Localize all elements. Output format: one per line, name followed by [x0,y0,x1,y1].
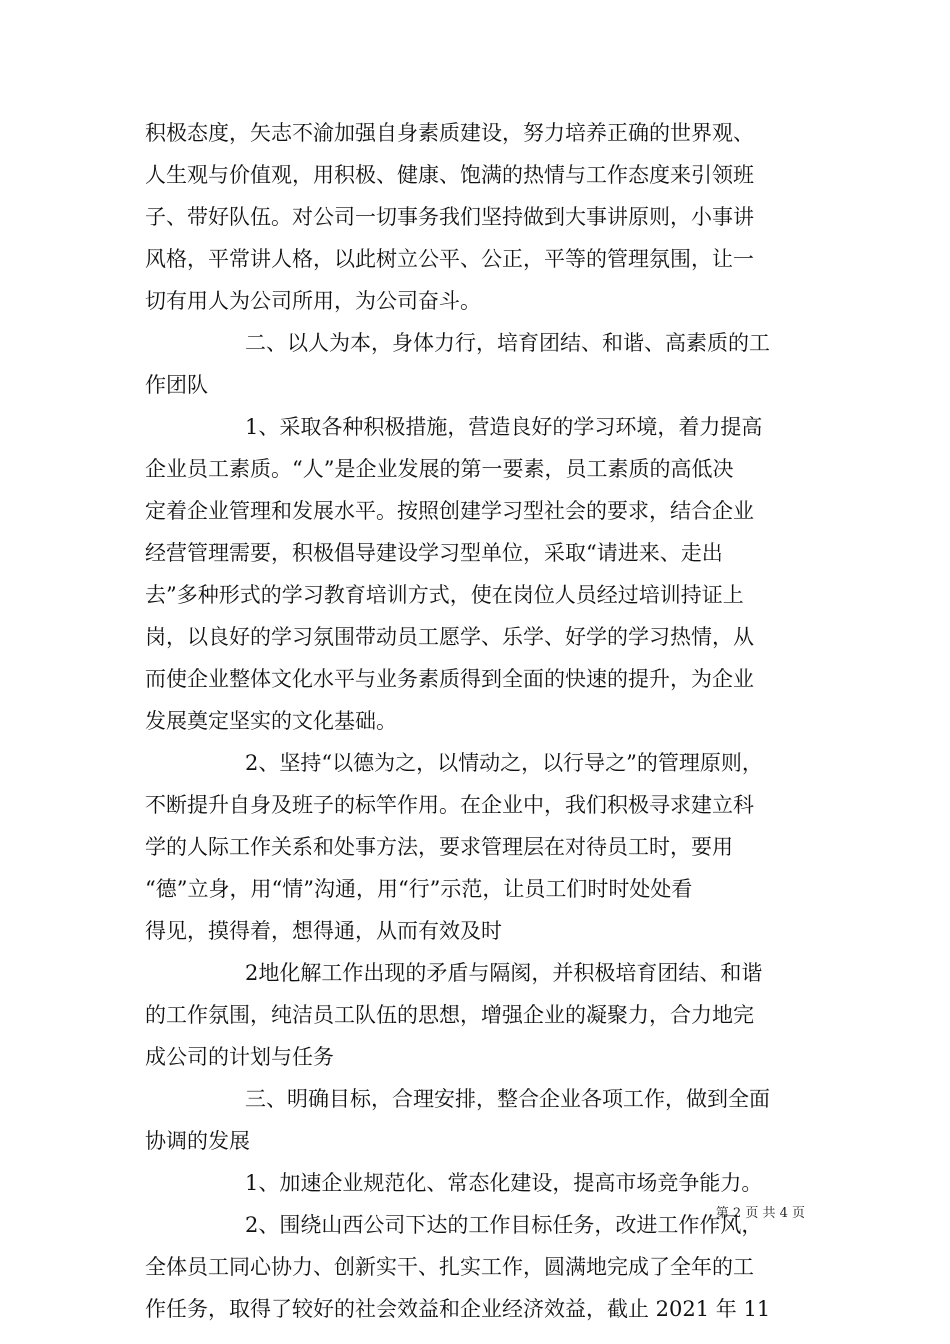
text-line: 得见，摸得着，想得通，从而有效及时 [145,919,502,943]
text-line: 积极态度，矢志不渝加强自身素质建设，努力培养正确的世界观、 [145,121,754,145]
text-line: 不断提升自身及班子的标竿作用。在企业中，我们积极寻求建立科 [145,793,754,817]
document-body [145,112,805,1330]
section-heading-3-continued: 协调的发展 [145,1129,250,1153]
section-heading-2-continued: 作团队 [145,373,208,397]
text-line: 的工作氛围，纯洁员工队伍的思想，增强企业的凝聚力，合力地完 [145,1003,754,1027]
text-line: 子、带好队伍。对公司一切事务我们坚持做到大事讲原则，小事讲 [145,205,754,229]
text-line: 而使企业整体文化水平与业务素质得到全面的快速的提升，为企业 [145,667,754,691]
paragraph-start: 2、围绕山西公司下达的工作目标任务，改进工作作风， [245,1213,763,1237]
paragraph-start: 1、采取各种积极措施，营造良好的学习环境，着力提高 [245,415,763,439]
text-line: 学的人际工作关系和处事方法，要求管理层在对待员工时，要用 [145,835,733,859]
text-line: 成公司的计划与任务 [145,1045,334,1069]
page-number-footer: 第 2 页 共 4 页 [715,1206,805,1221]
section-heading-2: 二、以人为本，身体力行，培育团结、和谐、高素质的工 [245,331,770,355]
paragraph-start: 1、加速企业规范化、常态化建设，提高市场竞争能力。 [245,1171,763,1195]
text-line: 去”多种形式的学习教育培训方式，使在岗位人员经过培训持证上 [145,583,744,607]
paragraph-start: 2、坚持“以德为之，以情动之，以行导之”的管理原则， [245,751,763,775]
text-line: 经营管理需要，积极倡导建设学习型单位，采取“请进来、走出 [145,541,723,565]
text-line: 岗，以良好的学习氛围带动员工愿学、乐学、好学的学习热情，从 [145,625,754,649]
text-line: 发展奠定坚实的文化基础。 [145,709,397,733]
text-line: 风格，平常讲人格，以此树立公平、公正，平等的管理氛围，让一 [145,247,754,271]
text-line: 切有用人为公司所用，为公司奋斗。 [145,289,481,313]
text-line: “德”立身，用“情”沟通，用“行”示范，让员工们时时处处看 [145,877,693,901]
text-line: 全体员工同心协力、创新实干、扎实工作，圆满地完成了全年的工 [145,1255,754,1279]
text-line: 定着企业管理和发展水平。按照创建学习型社会的要求，结合企业 [145,499,754,523]
text-line: 企业员工素质。“人”是企业发展的第一要素，员工素质的高低决 [145,457,734,481]
paragraph-start: 2地化解工作出现的矛盾与隔阂，并积极培育团结、和谐 [245,961,763,985]
text-line: 作任务，取得了较好的社会效益和企业经济效益，截止 2021 年 11 [145,1297,771,1321]
section-heading-3: 三、明确目标，合理安排，整合企业各项工作，做到全面 [245,1087,770,1111]
text-line: 人生观与价值观，用积极、健康、饱满的热情与工作态度来引领班 [145,163,754,187]
